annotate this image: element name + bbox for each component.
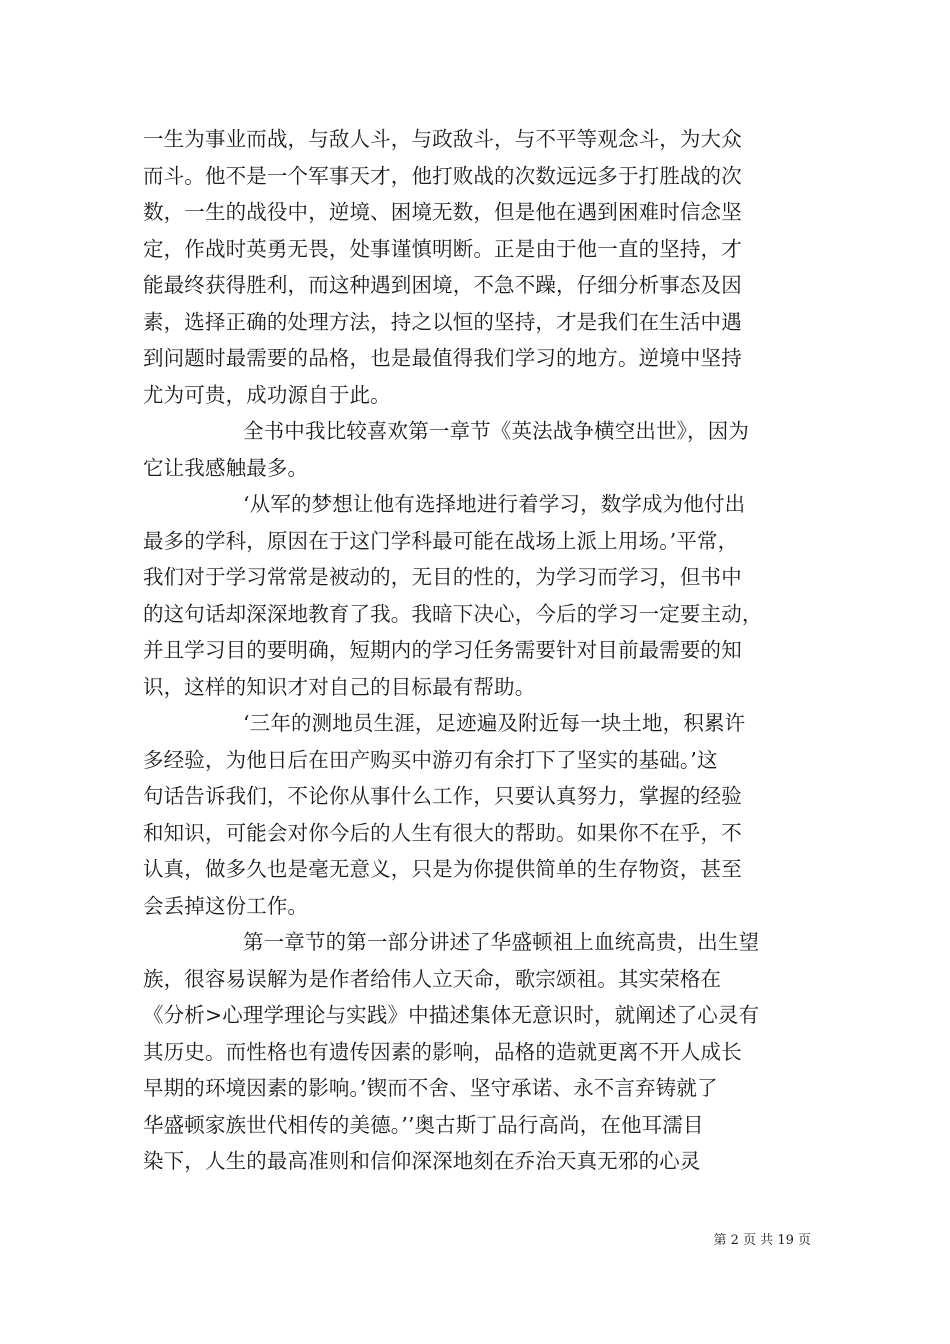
paragraph-start-line: 第一章节的第一部分讲述了华盛顿祖上血统高贵，出生望 [243,930,760,954]
text-line: 定，作战时英勇无畏，处事谨慎明断。正是由于他一直的坚持，才 [143,236,742,261]
body-text [143,121,811,1180]
text-line: 而斗。他不是一个军事天才，他打败战的次数远远多于打胜战的次 [143,163,742,188]
text-line: 《分析>心理学理论与实践》中描述集体无意识时，就阐述了心灵有 [143,1003,760,1027]
text-line: 其历史。而性格也有遗传因素的影响，品格的造就更离不开人成长 [143,1039,742,1064]
text-line: 早期的环境因素的影响。’锲而不舍、坚守承诺、永不言弃铸就了 [143,1076,718,1100]
text-line: 最多的学科，原因在于这门学科最可能在战场上派上用场。’平常， [143,528,739,553]
text-line: 能最终获得胜利，而这种遇到困境，不急不躁，仔细分析事态及因 [143,273,742,297]
text-line: 和知识，可能会对你今后的人生有很大的帮助。如果你不在乎，不 [143,820,742,845]
paragraph-start-line: ‘三年的测地员生涯，足迹遍及附近每一块土地，积累许 [243,711,746,735]
text-line: 染下，人生的最高准则和信仰深深地刻在乔治天真无邪的心灵 [143,1149,701,1173]
text-line: 它让我感触最多。 [143,455,309,480]
text-line: 多经验，为他日后在田产购买中游刃有余打下了坚实的基础。’这 [143,747,718,772]
text-line: 的这句话却深深地教育了我。我暗下决心，今后的学习一定要主动， [143,601,763,626]
page-number-footer: 第 2 页 共 19 页 [713,1233,811,1248]
text-line: 数，一生的战役中，逆境、困境无数，但是他在遇到困难时信念坚 [143,200,742,224]
text-line: 识，这样的知识才对自己的目标最有帮助。 [143,674,536,699]
text-line: 句话告诉我们，不论你从事什么工作，只要认真努力，掌握的经验 [143,784,742,808]
text-line: 尤为可贵，成功源自于此。 [143,382,391,407]
text-line: 华盛顿家族世代相传的美德。’’奥古斯丁品行高尚，在他耳濡目 [143,1112,704,1137]
text-line: 族，很容易误解为是作者给伟人立天命，歌宗颂祖。其实荣格在 [143,966,722,991]
text-line: 认真，做多久也是毫无意义，只是为你提供简单的生存物资，甚至 [143,857,742,881]
text-line: 到问题时最需要的品格，也是最值得我们学习的地方。逆境中坚持 [143,346,742,370]
paragraph-start-line: 全书中我比较喜欢第一章节《英法战争横空出世》，因为 [243,419,749,443]
text-line: 并且学习目的要明确，短期内的学习任务需要针对目前最需要的知 [143,638,742,662]
paragraph-start-line: ‘从军的梦想让他有选择地进行着学习，数学成为他付出 [243,492,746,516]
text-line: 素，选择正确的处理方法，持之以恒的坚持，才是我们在生活中遇 [143,309,742,334]
text-line: 一生为事业而战，与敌人斗，与政敌斗，与不平等观念斗，为大众 [143,127,742,151]
text-line: 我们对于学习常常是被动的，无目的性的，为学习而学习，但书中 [143,565,742,589]
text-line: 会丢掉这份工作。 [143,893,309,918]
